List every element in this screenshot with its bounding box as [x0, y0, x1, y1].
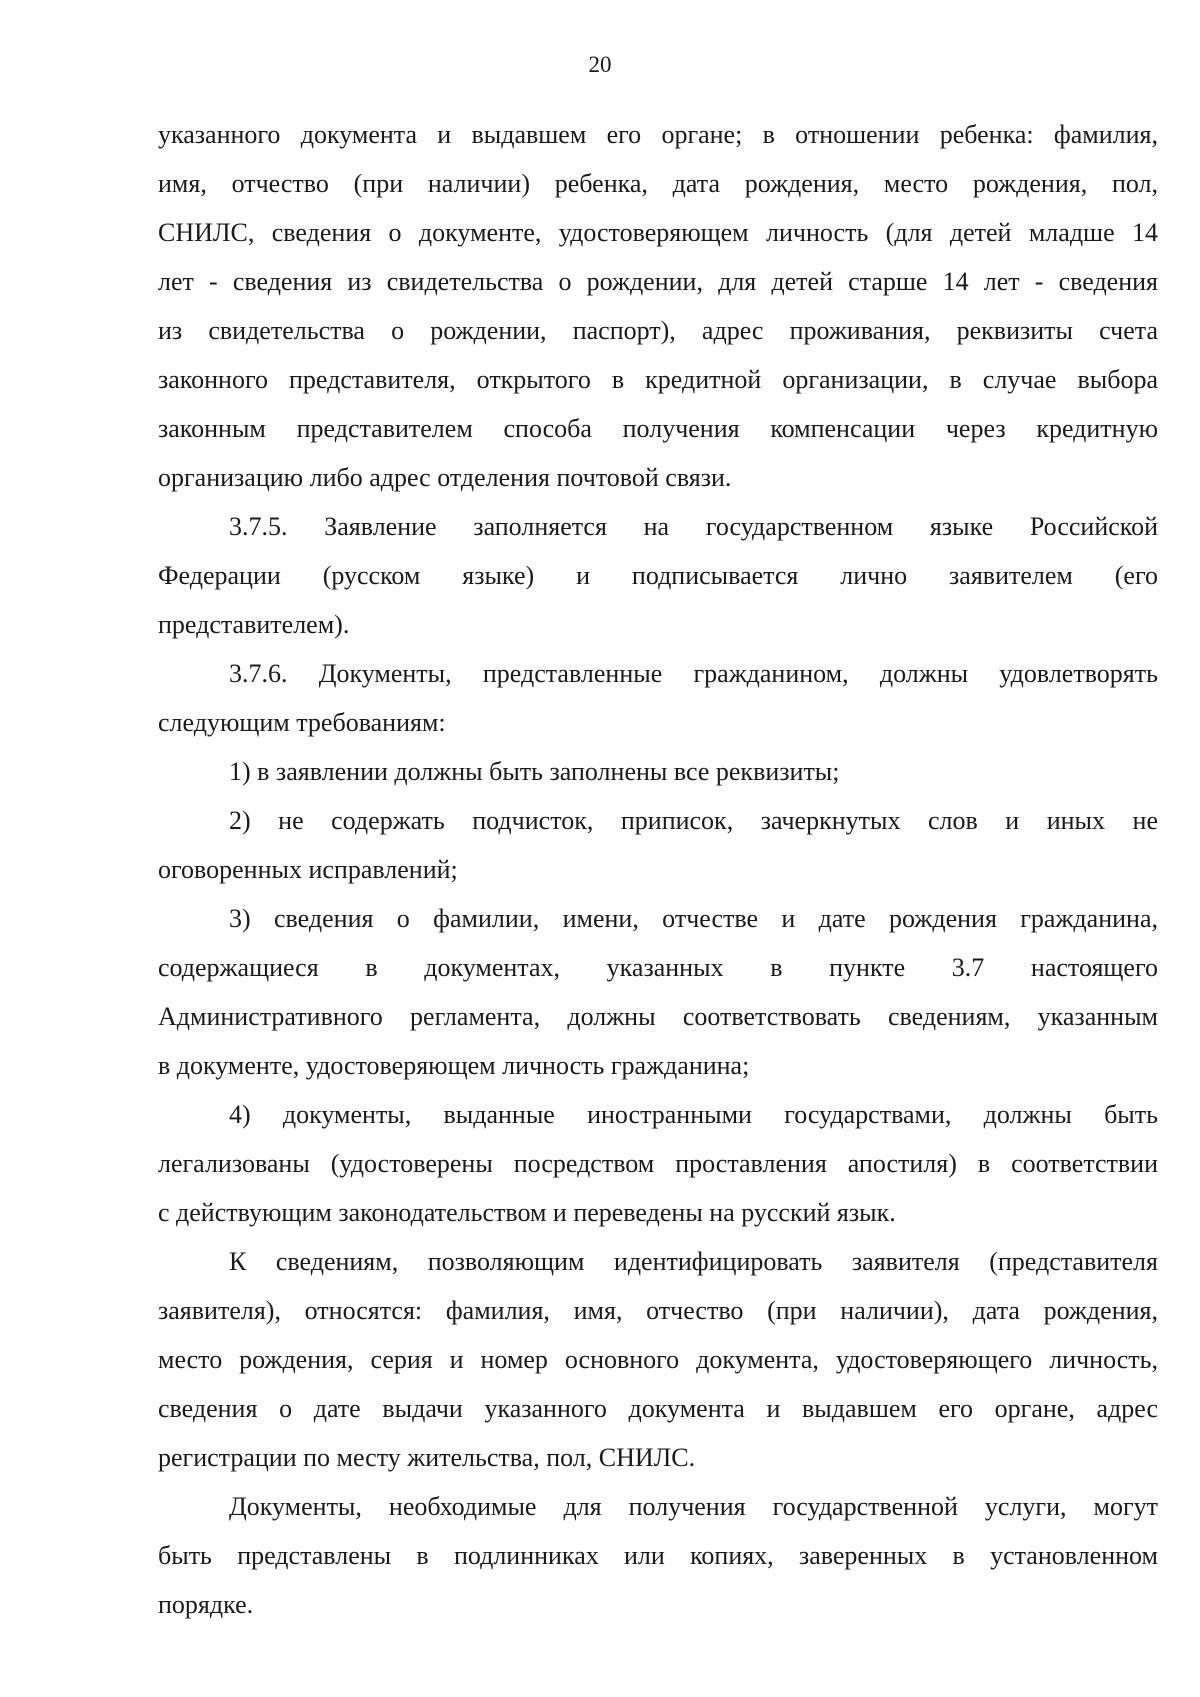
text-line: 2) не содержать подчисток, приписок, зачеркнутых слов и иных не [229, 806, 1158, 835]
text-line: быть представлены в подлинниках или копиях, заверенных в установленном [158, 1541, 1158, 1570]
text-line: СНИЛС, сведения о документе, удостоверяющем личность (для детей младше 14 [158, 218, 1158, 247]
list-item-1 [158, 747, 1158, 796]
text-line: из свидетельства о рождении, паспорт), адрес проживания, реквизиты счета [158, 316, 1158, 345]
text-line: место рождения, серия и номер основного документа, удостоверяющего личность, [158, 1345, 1158, 1374]
list-item-4 [158, 1090, 1158, 1237]
paragraph-continuation [158, 110, 1158, 502]
text-line: организацию либо адрес отделения почтовой связи. [158, 463, 732, 492]
page-number: 20 [588, 52, 612, 77]
list-item-2 [158, 796, 1158, 894]
text-line: лет - сведения из свидетельства о рождении, для детей старше 14 лет - сведения [158, 267, 1158, 296]
text-line: Документы, необходимые для получения государственной услуги, могут [229, 1492, 1158, 1521]
text-line: содержащиеся в документах, указанных в пункте 3.7 настоящего [158, 953, 1158, 982]
text-line: указанного документа и выдавшем его органе; в отношении ребенка: фамилия, [158, 120, 1158, 149]
paragraph-applicant-identification [158, 1237, 1158, 1482]
text-line: заявителя), относятся: фамилия, имя, отчество (при наличии), дата рождения, [158, 1296, 1158, 1325]
text-line: имя, отчество (при наличии) ребенка, дата рождения, место рождения, пол, [158, 169, 1158, 198]
paragraph-3-7-6 [158, 649, 1158, 747]
paragraph-3-7-5 [158, 502, 1158, 649]
text-line: порядке. [158, 1590, 254, 1619]
text-line: законным представителем способа получения компенсации через кредитную [158, 414, 1158, 443]
text-line: 3.7.6. Документы, представленные гражданином, должны удовлетворять [229, 659, 1158, 688]
text-line: К сведениям, позволяющим идентифицировать заявителя (представителя [229, 1247, 1158, 1276]
document-body [158, 110, 1158, 1629]
text-line: легализованы (удостоверены посредством проставления апостиля) в соответствии [158, 1149, 1158, 1178]
text-line: регистрации по месту жительства, пол, СНИЛС. [158, 1443, 696, 1472]
list-item-3 [158, 894, 1158, 1090]
text-line: с действующим законодательством и переведены на русский язык. [158, 1198, 896, 1227]
paragraph-documents-form [158, 1482, 1158, 1629]
text-line: Федерации (русском языке) и подписывается лично заявителем (его [158, 561, 1158, 590]
text-line: представителем). [158, 610, 350, 639]
text-line: 3.7.5. Заявление заполняется на государственном языке Российской [229, 512, 1158, 541]
text-line: 4) документы, выданные иностранными государствами, должны быть [229, 1100, 1158, 1129]
text-line: оговоренных исправлений; [158, 855, 458, 884]
text-line: 1) в заявлении должны быть заполнены все реквизиты; [229, 757, 840, 786]
text-line: в документе, удостоверяющем личность гражданина; [158, 1051, 750, 1080]
text-line: 3) сведения о фамилии, имени, отчестве и дате рождения гражданина, [229, 904, 1158, 933]
text-line: следующим требованиям: [158, 708, 446, 737]
text-line: законного представителя, открытого в кредитной организации, в случае выбора [158, 365, 1158, 394]
text-line: сведения о дате выдачи указанного документа и выдавшем его органе, адрес [158, 1394, 1158, 1423]
text-line: Административного регламента, должны соответствовать сведениям, указанным [158, 1002, 1158, 1031]
